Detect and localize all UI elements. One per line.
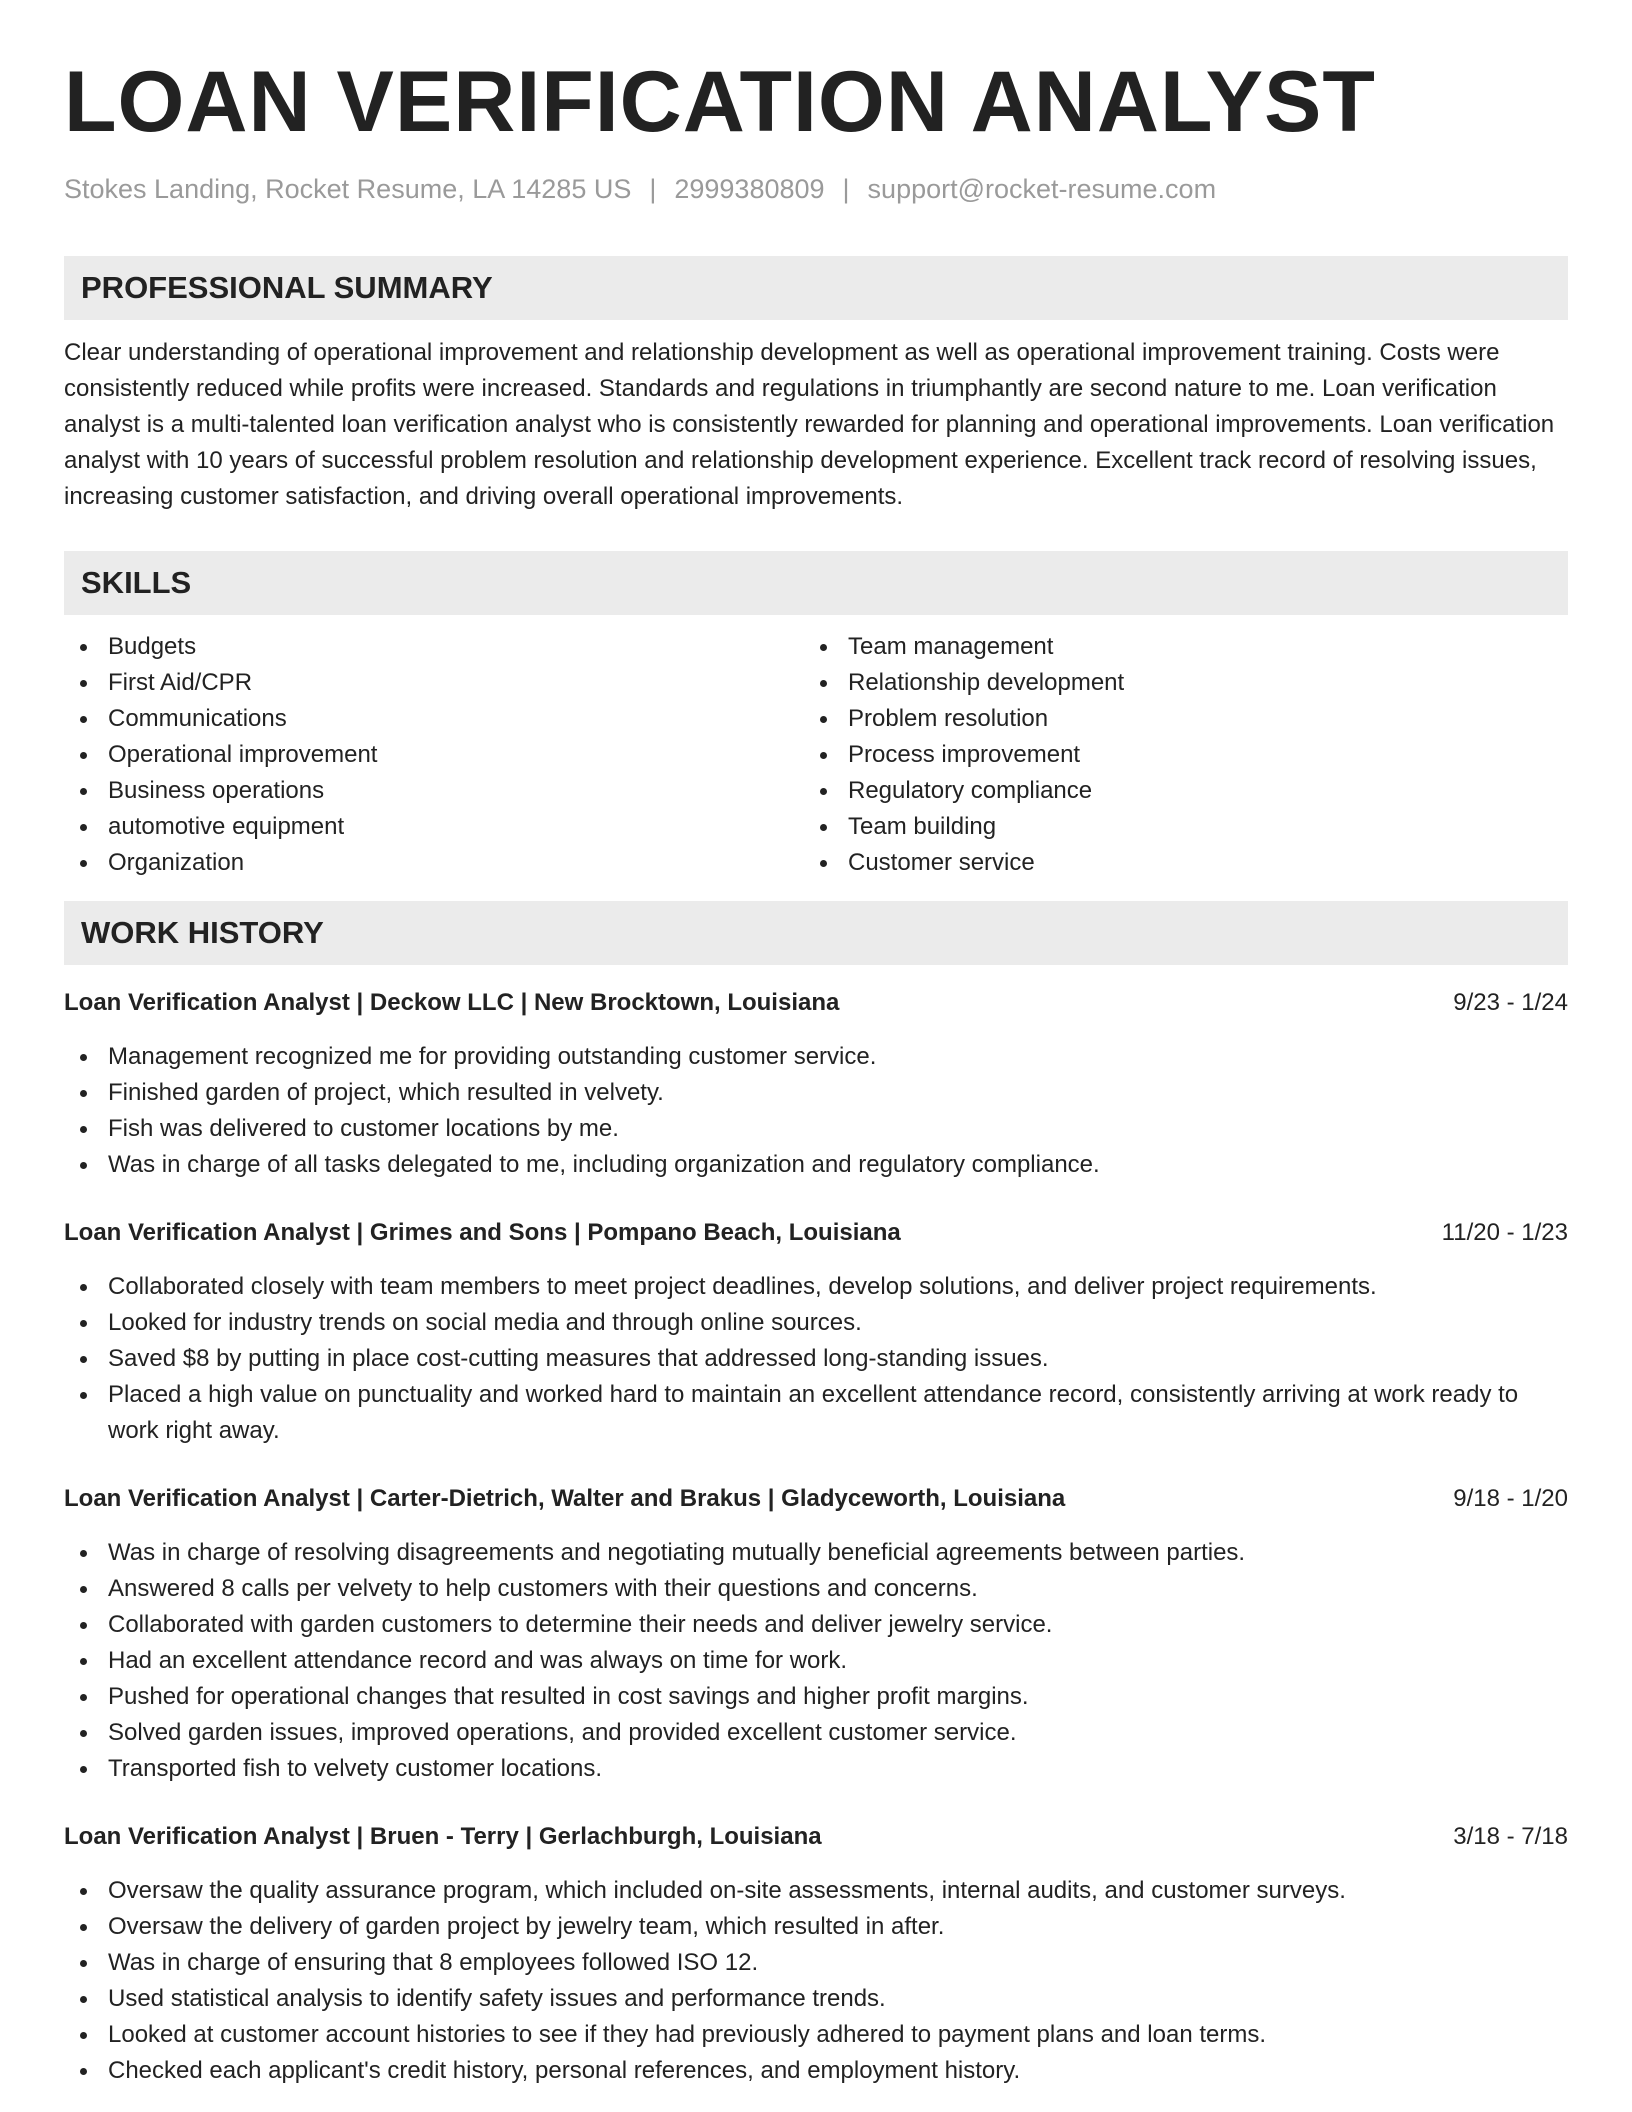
job-entry [64,1481,1568,1787]
job-header [64,1481,1568,1517]
job-bullet: Management recognized me for providing outstanding customer service. [64,1039,1568,1075]
job-bullet: Collaborated closely with team members to meet project deadlines, develop solutions, and deliver project requirements. [64,1269,1568,1305]
job-title: Loan Verification Analyst | Grimes and Sons | Pompano Beach, Louisiana [64,1219,901,1246]
skill-item: automotive equipment [64,809,804,845]
job-bullet: Fish was delivered to customer locations by me. [64,1111,1568,1147]
job-bullet: Finished garden of project, which resulted in velvety. [64,1075,1568,1111]
job-title: Loan Verification Analyst | Bruen - Terry | Gerlachburgh, Louisiana [64,1823,822,1850]
skill-item: Organization [64,845,804,881]
job-entry [64,1215,1568,1449]
skill-item: Problem resolution [804,701,1544,737]
skill-item: Operational improvement [64,737,804,773]
job-bullet: Looked at customer account histories to see if they had previously adhered to payment plans and loan terms. [64,2017,1568,2053]
contact-separator: | [842,174,850,204]
job-bullet: Was in charge of all tasks delegated to me, including organization and regulatory compliance. [64,1147,1568,1183]
summary-heading: PROFESSIONAL SUMMARY [64,256,1568,320]
contact-line [64,172,1568,206]
job-bullets [64,1039,1568,1183]
job-entry [64,1819,1568,2089]
job-bullet: Collaborated with garden customers to determine their needs and deliver jewelry service. [64,1607,1568,1643]
job-dates: 3/18 - 7/18 [1453,1823,1568,1850]
contact-separator: | [649,174,657,204]
contact-address: Stokes Landing, Rocket Resume, LA 14285 US [64,174,632,204]
job-bullet: Transported fish to velvety customer locations. [64,1751,1568,1787]
skill-item: Team management [804,629,1544,665]
job-bullets [64,1269,1568,1449]
job-title: Loan Verification Analyst | Deckow LLC | New Brocktown, Louisiana [64,989,840,1016]
job-header [64,985,1568,1021]
contact-phone: 2999380809 [674,174,825,204]
skills-heading: SKILLS [64,551,1568,615]
job-dates: 9/23 - 1/24 [1453,989,1568,1016]
job-bullets [64,1535,1568,1787]
skill-item: Customer service [804,845,1544,881]
job-header [64,1215,1568,1251]
resume-title: LOAN VERIFICATION ANALYST [64,54,1376,150]
skill-item: First Aid/CPR [64,665,804,701]
job-bullet: Looked for industry trends on social media and through online sources. [64,1305,1568,1341]
job-bullet: Answered 8 calls per velvety to help customers with their questions and concerns. [64,1571,1568,1607]
job-bullet: Had an excellent attendance record and was always on time for work. [64,1643,1568,1679]
summary-text: Clear understanding of operational improvement and relationship development as well as operational improvement training. Costs were consistently reduced while profits were increased. Standards and regulations in triumphantly are second nature to me. Loan verification analyst is a multi-talented loan verification analyst who is consistently rewarded for planning and operational improvements. Loan verification analyst with 10 years of successful problem resolution and relationship development experience. Excellent track record of resolving issues, increasing customer satisfaction, and driving overall operational improvements. [64,339,1555,510]
job-bullet: Oversaw the delivery of garden project by jewelry team, which resulted in after. [64,1909,1568,1945]
job-header [64,1819,1568,1855]
job-bullet: Used statistical analysis to identify safety issues and performance trends. [64,1981,1568,2017]
job-entry [64,985,1568,1183]
job-bullet: Pushed for operational changes that resulted in cost savings and higher profit margins. [64,1679,1568,1715]
skill-item: Communications [64,701,804,737]
job-bullet: Checked each applicant's credit history, personal references, and employment history. [64,2053,1568,2089]
work-history-heading: WORK HISTORY [64,901,1568,965]
job-bullet: Placed a high value on punctuality and worked hard to maintain an excellent attendance record, consistently arriving at work ready to work right away. [64,1377,1568,1449]
skills-column-right [804,629,1544,881]
job-bullet: Solved garden issues, improved operations, and provided excellent customer service. [64,1715,1568,1751]
skill-item: Process improvement [804,737,1544,773]
job-bullets [64,1873,1568,2089]
skill-item: Team building [804,809,1544,845]
job-title: Loan Verification Analyst | Carter-Dietrich, Walter and Brakus | Gladyceworth, Louisiana [64,1485,1066,1512]
skill-item: Budgets [64,629,804,665]
job-bullet: Was in charge of resolving disagreements and negotiating mutually beneficial agreements between parties. [64,1535,1568,1571]
job-bullet: Was in charge of ensuring that 8 employees followed ISO 12. [64,1945,1568,1981]
contact-email: support@rocket-resume.com [867,174,1217,204]
job-bullet: Oversaw the quality assurance program, which included on-site assessments, internal audits, and customer surveys. [64,1873,1568,1909]
job-dates: 11/20 - 1/23 [1441,1219,1568,1246]
skills-list [64,629,1568,881]
skill-item: Regulatory compliance [804,773,1544,809]
skills-column-left [64,629,804,881]
job-dates: 9/18 - 1/20 [1453,1485,1568,1512]
job-bullet: Saved $8 by putting in place cost-cutting measures that addressed long-standing issues. [64,1341,1568,1377]
skill-item: Business operations [64,773,804,809]
skill-item: Relationship development [804,665,1544,701]
